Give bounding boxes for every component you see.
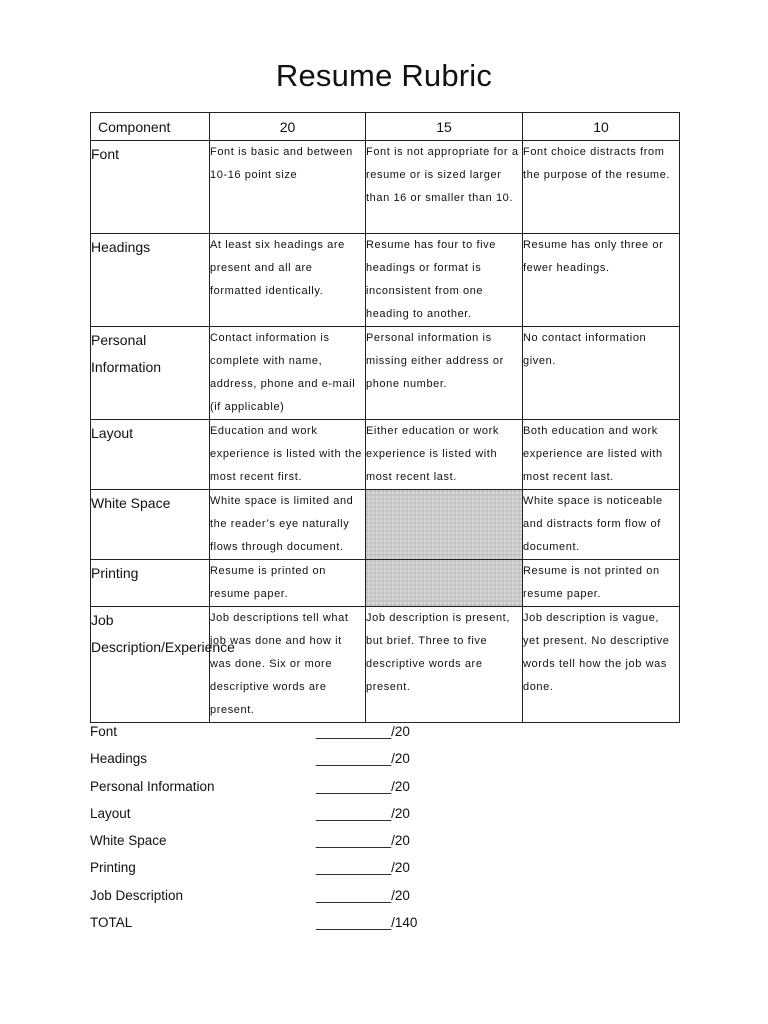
component-label: Font (91, 141, 210, 234)
criteria-cell: Resume has only three or fewer headings. (523, 234, 680, 327)
score-blank: __________/140 (316, 915, 418, 931)
header-score-20: 20 (210, 113, 366, 141)
criteria-cell: Either education or work experience is listed with most recent last. (366, 420, 523, 490)
score-label: Personal Information (90, 778, 215, 794)
table-row (91, 141, 680, 234)
score-label: Font (90, 724, 118, 739)
table-row (91, 490, 680, 560)
score-label: Headings (90, 751, 148, 767)
score-row-white-space (90, 830, 490, 857)
table-row (91, 560, 680, 607)
score-label: Layout (90, 805, 131, 821)
score-row-font (90, 721, 490, 748)
score-row-job-description (90, 885, 490, 912)
table-row (91, 420, 680, 490)
score-row-personal-information (90, 776, 490, 803)
header-row (91, 113, 680, 141)
score-row-total (90, 912, 490, 939)
criteria-cell: Job description is present, but brief. Three to five descriptive words are present. (366, 607, 523, 723)
criteria-cell: Job descriptions tell what job was done and how it was done. Six or more descriptive words are present. (210, 607, 366, 723)
table-row (91, 327, 680, 420)
score-blank: __________/20 (316, 778, 410, 794)
component-label: Headings (91, 234, 210, 327)
page-title: Resume Rubric (275, 58, 493, 93)
criteria-cell: Personal information is missing either address or phone number. (366, 327, 523, 420)
criteria-cell: Contact information is complete with name, address, phone and e-mail (if applicable) (210, 327, 366, 420)
criteria-cell: Education and work experience is listed with the most recent first. (210, 420, 366, 490)
score-blank: __________/20 (316, 860, 410, 876)
shaded-empty-cell (366, 560, 523, 607)
criteria-cell: Both education and work experience are listed with most recent last. (523, 420, 680, 490)
score-blank: __________/20 (316, 724, 410, 739)
criteria-cell: Resume is printed on resume paper. (210, 560, 366, 607)
score-blank: __________/20 (316, 887, 410, 903)
score-tally (90, 721, 490, 939)
table-row (91, 234, 680, 327)
component-label: Job Description/Experience (91, 607, 210, 723)
shaded-empty-cell (366, 490, 523, 560)
criteria-cell: Resume has four to five headings or format is inconsistent from one heading to another. (366, 234, 523, 327)
score-row-printing (90, 857, 490, 884)
table-row (91, 607, 680, 723)
component-label: Printing (91, 560, 210, 607)
header-score-10: 10 (523, 113, 680, 141)
criteria-cell: Font is not appropriate for a resume or is sized larger than 16 or smaller than 10. (366, 141, 523, 234)
component-label: White Space (91, 490, 210, 560)
score-row-layout (90, 803, 490, 830)
score-label: Printing (90, 860, 136, 876)
criteria-cell: White space is limited and the reader’s eye naturally flows through document. (210, 490, 366, 560)
score-label: TOTAL (90, 915, 133, 931)
rubric-table (90, 112, 680, 723)
score-blank: __________/20 (316, 751, 410, 767)
component-label: Layout (91, 420, 210, 490)
score-row-headings (90, 748, 490, 775)
score-blank: __________/20 (316, 805, 410, 821)
component-label: Personal Information (91, 327, 210, 420)
criteria-cell: No contact information given. (523, 327, 680, 420)
score-blank: __________/20 (316, 833, 410, 849)
criteria-cell: Job description is vague, yet present. No descriptive words tell how the job was done. (523, 607, 680, 723)
criteria-cell: Resume is not printed on resume paper. (523, 560, 680, 607)
criteria-cell: Font is basic and between 10-16 point size (210, 141, 366, 234)
criteria-cell: At least six headings are present and all are formatted identically. (210, 234, 366, 327)
header-score-15: 15 (366, 113, 523, 141)
score-label: Job Description (90, 887, 184, 903)
header-component: Component (91, 113, 210, 141)
criteria-cell: Font choice distracts from the purpose of the resume. (523, 141, 680, 234)
criteria-cell: White space is noticeable and distracts form flow of document. (523, 490, 680, 560)
score-label: White Space (90, 833, 167, 849)
